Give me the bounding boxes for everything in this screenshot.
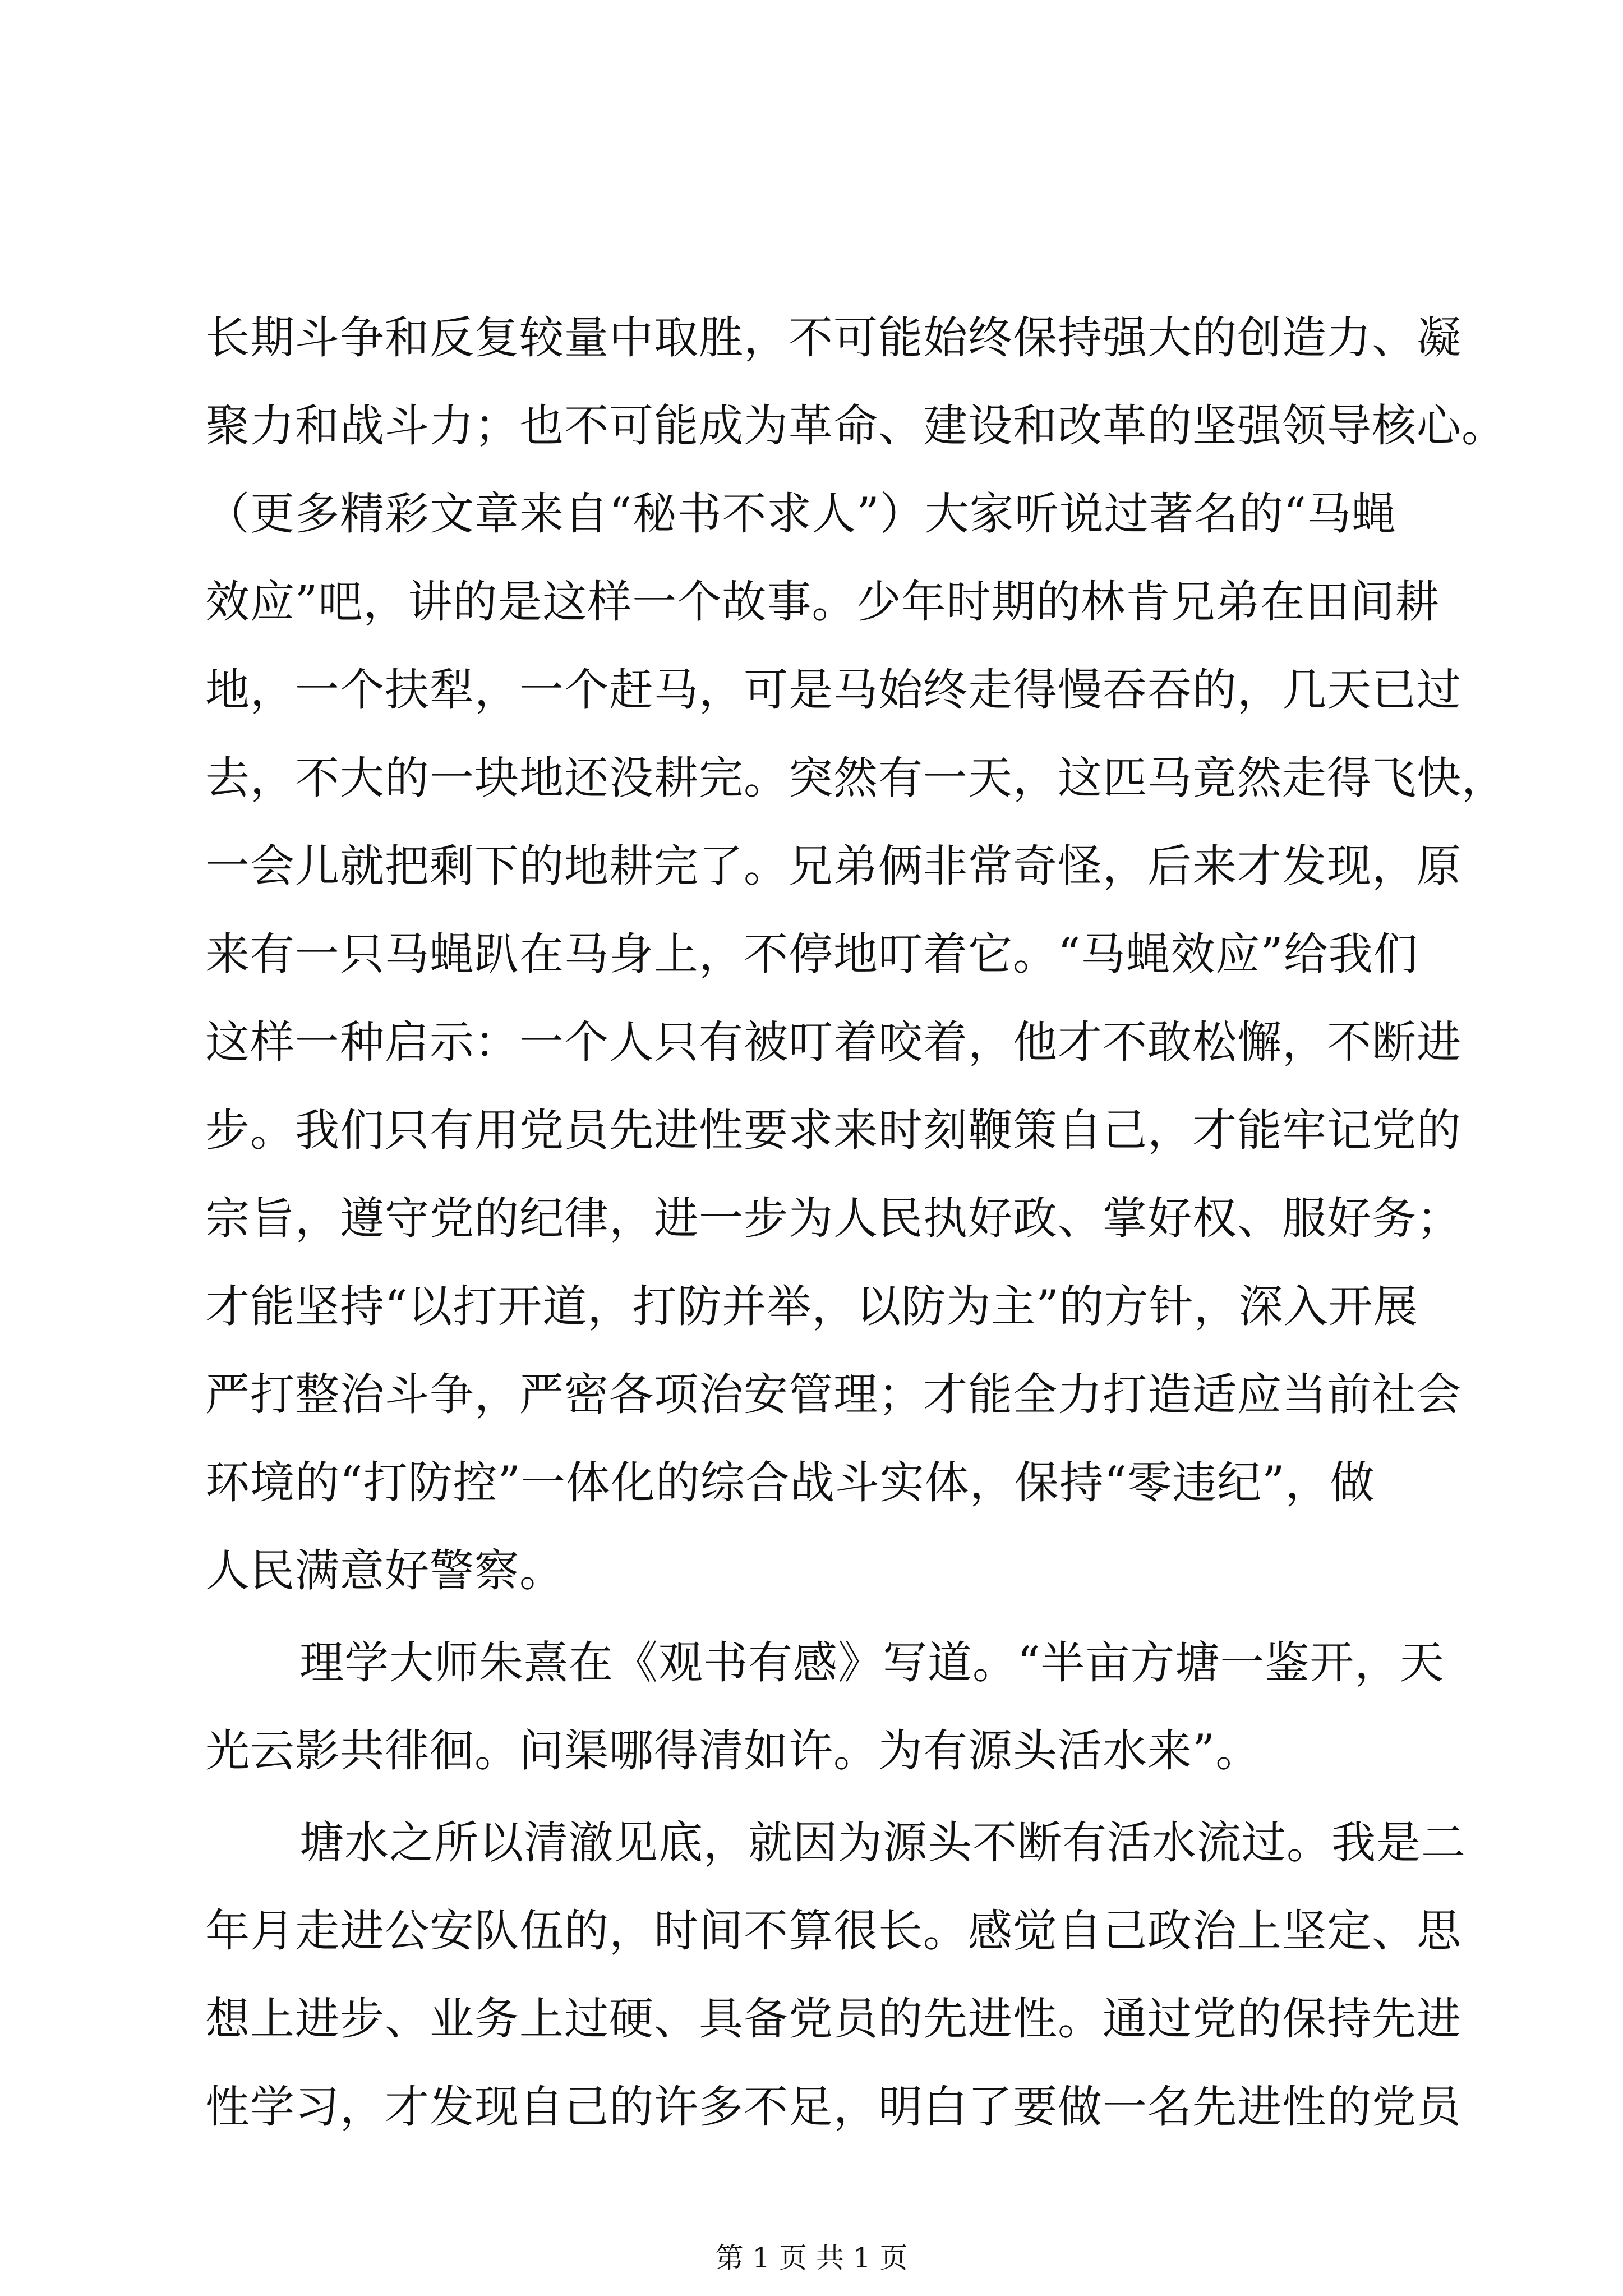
text-line: 一会儿就把剩下的地耕完了。兄弟俩非常奇怪，后来才发现，原 [205, 840, 1461, 892]
text-line: 来有一只马蝇趴在马身上，不停地叮着它。“马蝇效应”给我们 [205, 928, 1418, 980]
text-line: 宗旨，遵守党的纪律，进一步为人民执好政、掌好权、服好务； [205, 1193, 1461, 1244]
text-line: 这样一种启示：一个人只有被叮着咬着，他才不敢松懈，不断进 [205, 1016, 1461, 1068]
text-line: 才能坚持“以打开道，打防并举，以防为主”的方针，深入开展 [205, 1281, 1418, 1332]
text-line: 去，不大的一块地还没耕完。突然有一天，这匹马竟然走得飞快， [205, 752, 1506, 804]
text-line: 想上进步、业务上过硬、具备党员的先进性。通过党的保持先进 [205, 1993, 1461, 2045]
text-line: 效应”吧，讲的是这样一个故事。少年时期的林肯兄弟在田间耕 [205, 576, 1440, 628]
text-line: 光云影共徘徊。问渠哪得清如许。为有源头活水来”。 [205, 1725, 1261, 1777]
page-footer: 第 1 页 共 1 页 [715, 2242, 908, 2274]
text-line: 步。我们只有用党员先进性要求来时刻鞭策自己，才能牢记党的 [205, 1105, 1461, 1156]
text-line: （更多精彩文章来自“秘书不求人”）大家听说过著名的“马蝇 [205, 488, 1397, 540]
text-line: 长期斗争和反复较量中取胜，不可能始终保持强大的创造力、凝 [205, 312, 1461, 364]
paragraph-first-line: 塘水之所以清澈见底，就因为源头不断有活水流过。我是二 [299, 1817, 1466, 1869]
text-line: 严打整治斗争，严密各项治安管理；才能全力打造适应当前社会 [205, 1369, 1461, 1420]
text-line: 人民满意好警察。 [205, 1545, 564, 1596]
text-line: 环境的“打防控”一体化的综合战斗实体，保持“零违纪”，做 [205, 1457, 1375, 1508]
text-line: 性学习，才发现自己的许多不足，明白了要做一名先进性的党员 [205, 2081, 1461, 2133]
text-line: 年月走进公安队伍的，时间不算很长。感觉自己政治上坚定、思 [205, 1905, 1461, 1957]
text-line: 聚力和战斗力；也不可能成为革命、建设和改革的坚强领导核心。 [205, 400, 1506, 452]
text-line: 地，一个扶犁，一个赶马，可是马始终走得慢吞吞的，几天已过 [205, 664, 1461, 716]
paragraph-first-line: 理学大师朱熹在《观书有感》写道。“半亩方塘一鉴开，天 [299, 1637, 1445, 1688]
